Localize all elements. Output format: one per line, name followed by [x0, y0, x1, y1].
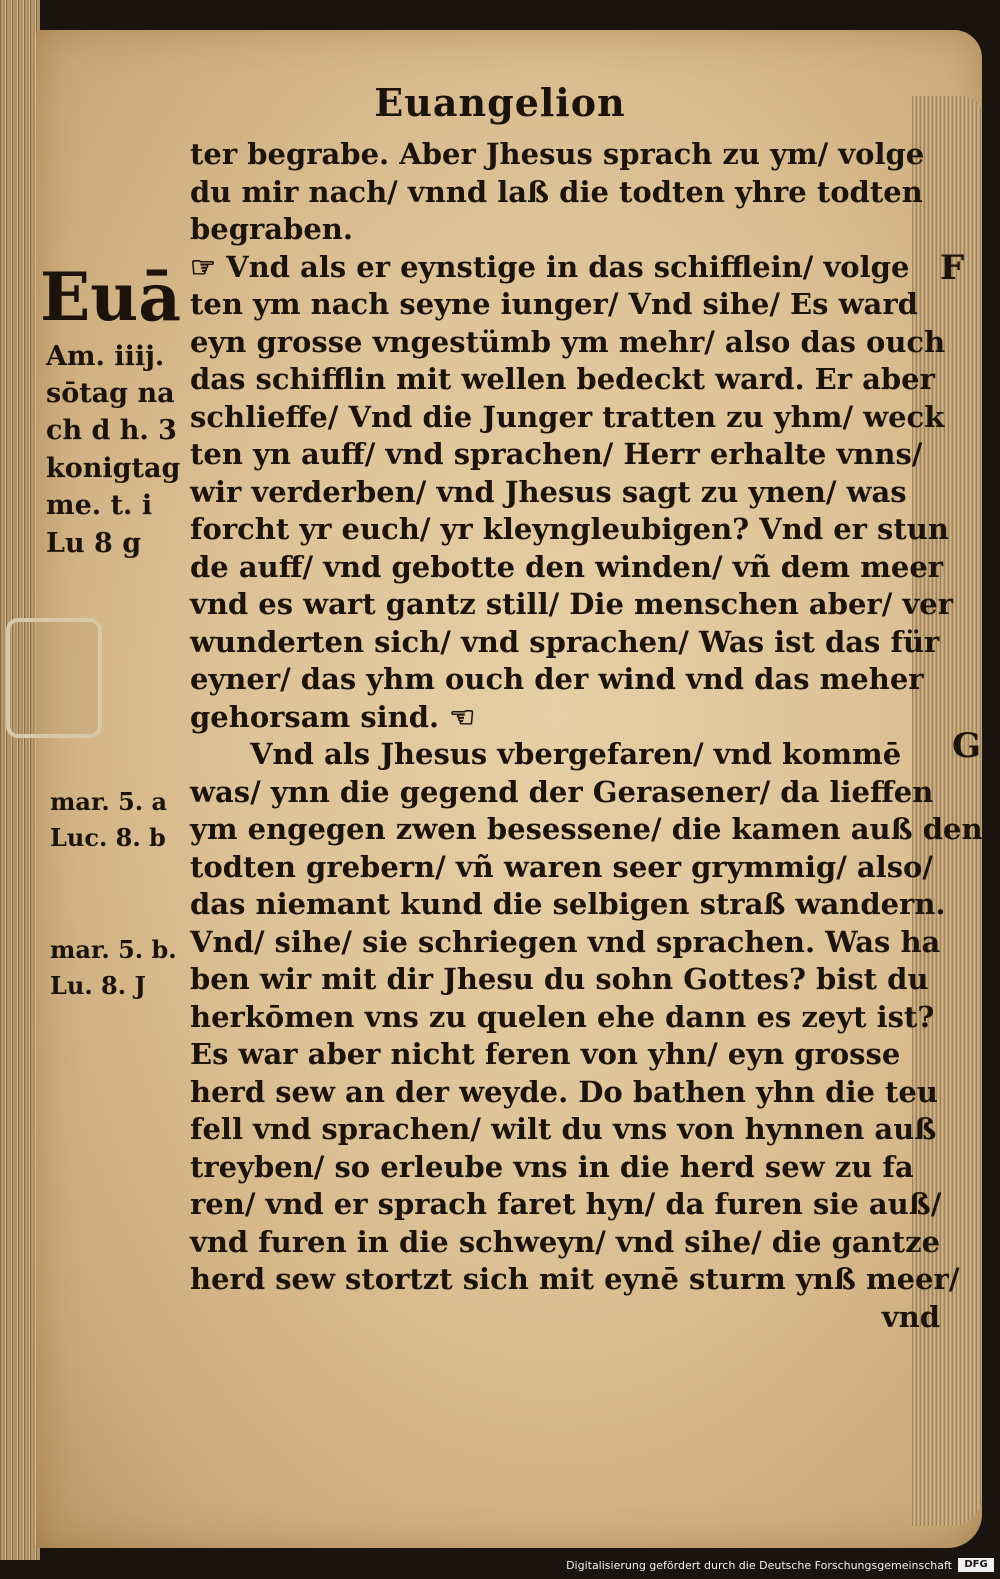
- text-line: wir verderben/ vnd Jhesus sagt zu ynen/ was: [190, 474, 907, 509]
- text-line: herd sew stortzt sich mit eynē sturm ynß meer/: [190, 1262, 960, 1296]
- margin-heading: Euā: [40, 258, 182, 336]
- text-line: treyben/ so erleube vns in die herd sew zu fa: [190, 1149, 914, 1184]
- text-line: schlieffe/ Vnd die Junger tratten zu yhm/ weck: [190, 399, 945, 434]
- text-line: ben wir mit dir Jhesu du sohn Gottes? bist du: [190, 962, 929, 996]
- page-header: Euangelion: [374, 80, 626, 125]
- text-line: herd sew an der weyde. Do bathen yhn die teu: [190, 1074, 938, 1109]
- clasp: [6, 618, 102, 738]
- text-line: du mir nach/ vnnd laß die todten yhre todten: [190, 174, 923, 209]
- margin-letter-g: G: [952, 726, 982, 766]
- text-line: ren/ vnd er sprach faret hyn/ da furen sie auß/: [190, 1187, 942, 1221]
- text-line: begraben.: [190, 212, 353, 246]
- margin-note: mar. 5. b.: [50, 935, 177, 964]
- body-text: [190, 136, 983, 1336]
- text-line: vnd es wart gantz still/ Die menschen aber/ ver: [190, 587, 953, 621]
- footer-credit: Digitalisierung gefördert durch die Deutsche Forschungsgemeinschaft: [566, 1559, 952, 1572]
- text-line: forcht yr euch/ yr kleyngleubigen? Vnd er stun: [190, 512, 949, 546]
- catchword: vnd: [881, 1299, 940, 1334]
- text-line: todten grebern/ vñ waren seer grymmig/ also/: [190, 849, 933, 884]
- margin-note: Lu 8 g: [46, 528, 142, 559]
- margin-note: mar. 5. a: [50, 787, 168, 816]
- text-line: ter begrabe. Aber Jhesus sprach zu ym/ volge: [190, 137, 925, 171]
- dfg-logo: DFG: [958, 1558, 994, 1572]
- text-line: fell vnd sprachen/ wilt du vns von hynnen auß: [190, 1112, 937, 1146]
- text-line: Es war aber nicht feren von yhn/ eyn grosse: [190, 1037, 901, 1071]
- text-line: was/ ynn die gegend der Gerasener/ da lieffen: [190, 774, 934, 809]
- text-line: vnd furen in die schweyn/ vnd sihe/ die gantze: [190, 1224, 941, 1259]
- text-line: ☞ Vnd als er eynstige in das schifflein/ volge: [190, 249, 910, 284]
- text-line: eyner/ das yhm ouch der wind vnd das meher: [190, 662, 924, 696]
- text-line: ym engegen zwen besessene/ die kamen auß den: [190, 812, 983, 846]
- text-line: ten yn auff/ vnd sprachen/ Herr erhalte vnns/: [190, 437, 923, 471]
- margin-letter-f: F: [940, 248, 965, 288]
- margin-note: ch d h. 3: [46, 415, 177, 446]
- margin-note: me. t. i: [46, 490, 153, 521]
- margin-note: konigtag: [46, 453, 181, 484]
- text-line: Vnd/ sihe/ sie schriegen vnd sprachen. Was ha: [190, 924, 941, 959]
- text-line: wunderten sich/ vnd sprachen/ Was ist das für: [190, 624, 940, 659]
- text-line: Vnd als Jhesus vbergefaren/ vnd kommē: [250, 737, 902, 771]
- margin-note: Luc. 8. b: [50, 823, 166, 852]
- text-line: eyn grosse vngestümb ym mehr/ also das ouch: [190, 324, 946, 359]
- page-edges: [0, 0, 40, 1560]
- margin-note: sōtag na: [46, 378, 175, 409]
- margin-note: Lu. 8. J: [50, 971, 146, 1000]
- text-line: de auff/ vnd gebotte den winden/ vñ dem meer: [190, 549, 944, 584]
- margin-note: Am. iiij.: [46, 341, 165, 372]
- text-line: das niemant kund die selbigen straß wandern.: [190, 887, 946, 921]
- text-line: ten ym nach seyne iunger/ Vnd sihe/ Es ward: [190, 287, 918, 321]
- text-line: herkōmen vns zu quelen ehe dann es zeyt ist?: [190, 999, 935, 1034]
- text-line: das schifflin mit wellen bedeckt ward. Er aber: [190, 362, 935, 396]
- text-line: gehorsam sind. ☜: [190, 699, 476, 734]
